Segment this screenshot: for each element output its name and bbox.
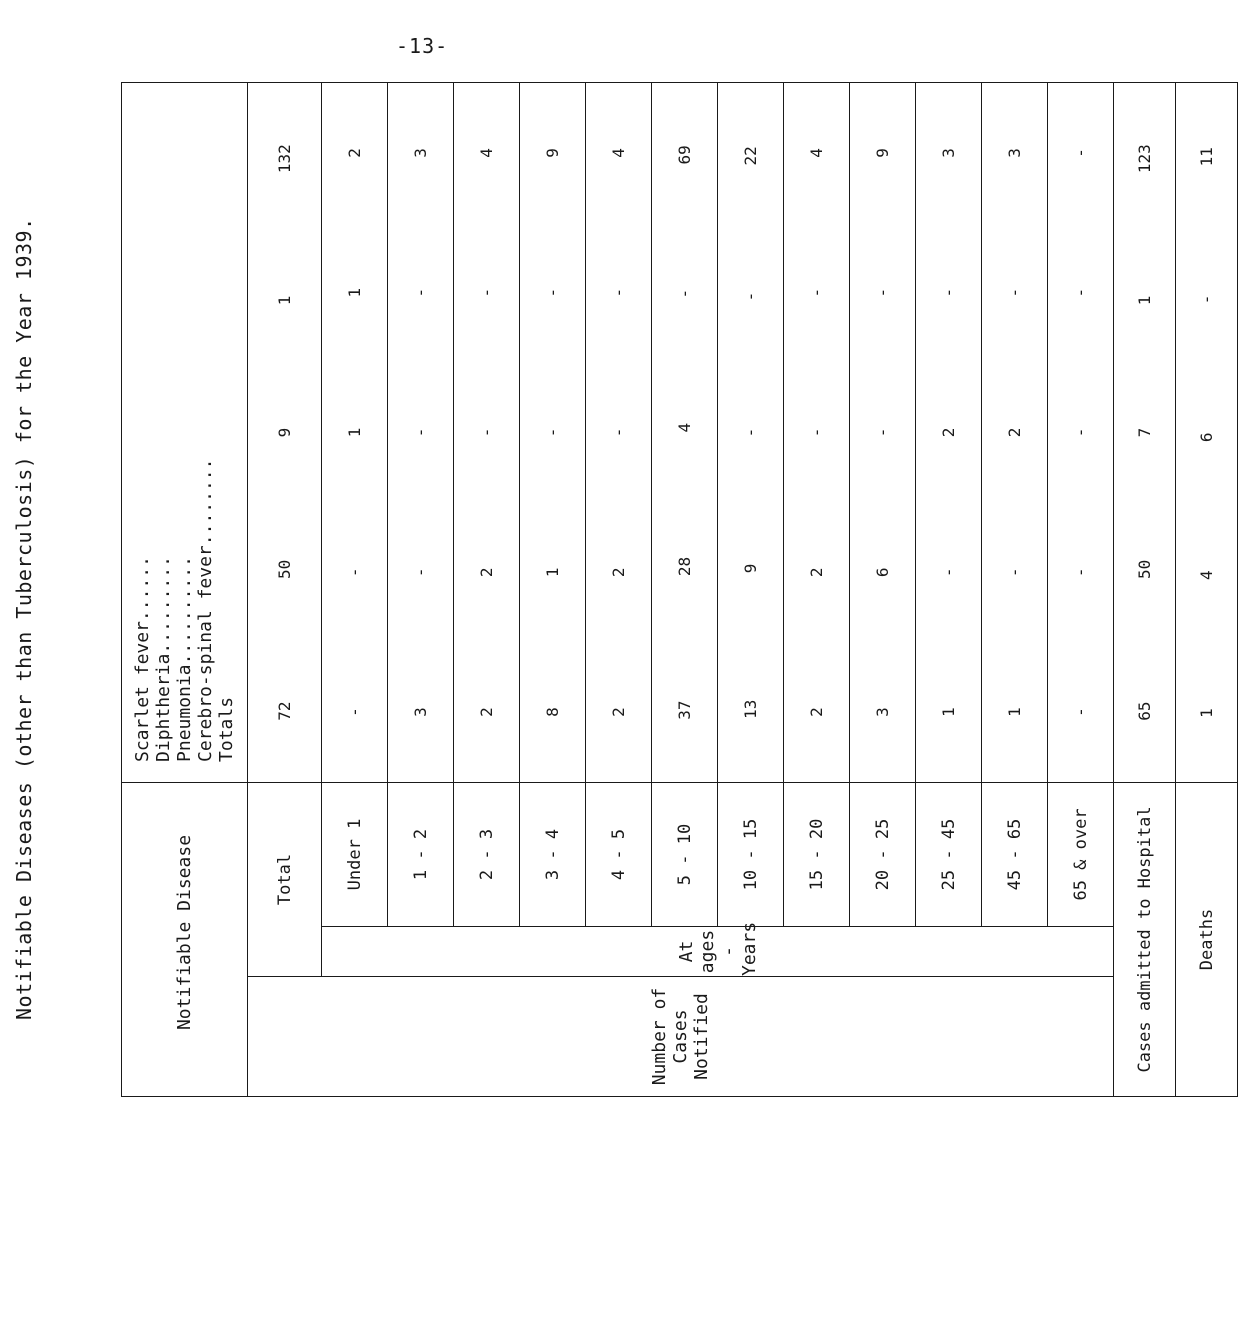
table-cell-value: 69 [675,145,694,165]
value-group [652,83,717,782]
table-cell-value: 3 [939,148,958,158]
age-row-label: 3 - 4 [520,782,586,926]
age-row-values [454,82,520,782]
table-cell-value: 28 [675,556,694,577]
table-cell-value: 9 [275,427,294,438]
table-cell-value: - [873,427,892,438]
age-row-values [248,82,322,782]
age-row-values [520,82,586,782]
age-row-values [718,82,784,782]
value-group [454,83,519,782]
table-cell-value: - [411,427,430,438]
table-cell-value: 1 [1135,295,1154,306]
age-row-label: 5 - 10 [652,782,718,926]
value-group [586,83,651,782]
table-cell-value: 132 [275,144,294,174]
table-cell-value: - [1071,707,1090,717]
deaths-row-values [1176,82,1238,782]
age-row-values [850,82,916,782]
table-cell-value: - [1005,287,1024,298]
value-group [520,83,585,782]
table-cell-value: - [1197,294,1216,305]
age-row-values [982,82,1048,782]
age-row-label: Total [248,782,322,976]
table-cell-value: 22 [741,146,760,166]
age-row-label: 45 - 65 [982,782,1048,926]
cases-notified-header: Number of Cases Notified [248,977,1114,1097]
table-cell-value: 1 [345,427,364,438]
notifiable-diseases-table [121,82,1238,1097]
age-row-values [916,82,982,782]
table-cell-value: - [1071,427,1090,438]
value-group [982,83,1047,782]
table-cell-value: 50 [275,559,294,580]
value-group [718,83,783,782]
table-cell-value: - [741,291,760,302]
value-group [1176,83,1237,782]
table-cell-value: 2 [609,567,628,578]
value-group [784,83,849,782]
age-row-label: 1 - 2 [388,782,454,926]
table-cell-value: 2 [345,148,364,158]
disease-name: Pneumonia.......... [174,556,195,762]
table-cell-value: 3 [411,707,430,717]
table-cell-value: - [1005,567,1024,578]
value-group [916,83,981,782]
table-cell-value: 37 [675,700,694,720]
table-cell-value: - [1071,148,1090,158]
table-cell-value: 2 [477,707,496,717]
table-cell-value: 1 [345,287,364,298]
table-cell-value: - [477,427,496,438]
table-cell-value: 4 [477,148,496,158]
table-cell-value: 1 [1005,707,1024,717]
notifiable-diseases-table-rotated [121,83,1217,1097]
table-cell-value: 1 [939,707,958,717]
admitted-row-label: Cases admitted to Hospital [1114,782,1176,1096]
table-cell-value: 1 [275,295,294,306]
notifiable-disease-header: Notifiable Disease [122,782,248,1096]
value-group [388,83,453,782]
table-cell-value: 6 [1197,432,1216,443]
table-cell-value: - [411,567,430,578]
table-cell-value: 6 [873,567,892,578]
table-cell-value: 3 [411,148,430,158]
table-cell-value: 4 [807,148,826,158]
table-cell-value: - [939,567,958,578]
table-cell-value: 2 [1005,427,1024,438]
table-cell-value: 9 [543,148,562,158]
disease-name: Cerebro-spinal fever........ [195,458,216,762]
age-row-label: 10 - 15 [718,782,784,926]
table-cell-value: 8 [543,707,562,717]
age-row-label: Under 1 [322,782,388,926]
table-cell-value: - [345,567,364,578]
age-row-label: 25 - 45 [916,782,982,926]
table-cell-value: 65 [1135,701,1154,721]
table-cell-value: 50 [1135,559,1154,580]
value-group [1114,83,1175,782]
value-group [1048,83,1113,782]
table-cell-value: 4 [675,422,694,433]
table-cell-value: 2 [807,707,826,717]
age-row-values [784,82,850,782]
table-cell-value: 9 [873,148,892,158]
deaths-row-label: Deaths [1176,782,1238,1096]
table-cell-value: 4 [1197,570,1216,580]
table-cell-value: - [807,427,826,438]
table-cell-value: - [1071,567,1090,578]
table-cell-value: - [345,707,364,717]
value-group [248,83,321,782]
age-row-label: 20 - 25 [850,782,916,926]
page-title: Notifiable Diseases (other than Tuberculosis) for the Year 1939. [12,217,36,1020]
table-cell-value: 9 [741,563,760,574]
age-row-values [388,82,454,782]
age-row-values [586,82,652,782]
disease-name: Totals [216,696,237,762]
disease-list [122,83,247,782]
table-cell-value: 4 [609,148,628,158]
table-cell-value: - [477,287,496,298]
table-cell-value: 2 [609,707,628,717]
age-row-label: 65 & over [1048,782,1114,926]
age-row-label: 2 - 3 [454,782,520,926]
table-cell-value: - [873,287,892,298]
table-cell-value: - [609,287,628,298]
table-cell-value: - [543,427,562,438]
disease-name: Diphtheria......... [153,556,174,762]
table-cell-value: - [675,288,694,299]
age-row-values [322,82,388,782]
age-row-label: 15 - 20 [784,782,850,926]
age-row-label: 4 - 5 [586,782,652,926]
table-cell-value: - [807,287,826,298]
table-cell-value: 1 [1197,708,1216,718]
table-cell-value: 13 [741,699,760,719]
table-cell-value: - [609,427,628,438]
table-cell-value: - [741,427,760,438]
page-number: -13- [396,34,449,58]
table-cell-value: 3 [873,707,892,717]
value-group [322,83,387,782]
table-cell-value: - [411,287,430,298]
age-row-values [1048,82,1114,782]
disease-names-cell [122,82,248,782]
table-cell-value: - [543,287,562,298]
age-row-values [652,82,718,782]
table-cell-value: 2 [939,427,958,438]
ages-subheader: At ages - Years [322,927,1114,977]
table-cell-value: 123 [1135,144,1154,174]
disease-name: Scarlet fever...... [132,556,153,762]
admitted-row-values [1114,82,1176,782]
table-cell-value: 7 [1135,427,1154,438]
table-cell-value: 1 [543,567,562,578]
table-cell-value: 72 [275,701,294,721]
table-cell-value: 11 [1197,147,1216,167]
table-cell-value: 2 [477,567,496,578]
value-group [850,83,915,782]
table-cell-value: - [939,287,958,298]
table-cell-value: 2 [807,567,826,578]
table-cell-value: - [1071,287,1090,298]
table-cell-value: 3 [1005,148,1024,158]
